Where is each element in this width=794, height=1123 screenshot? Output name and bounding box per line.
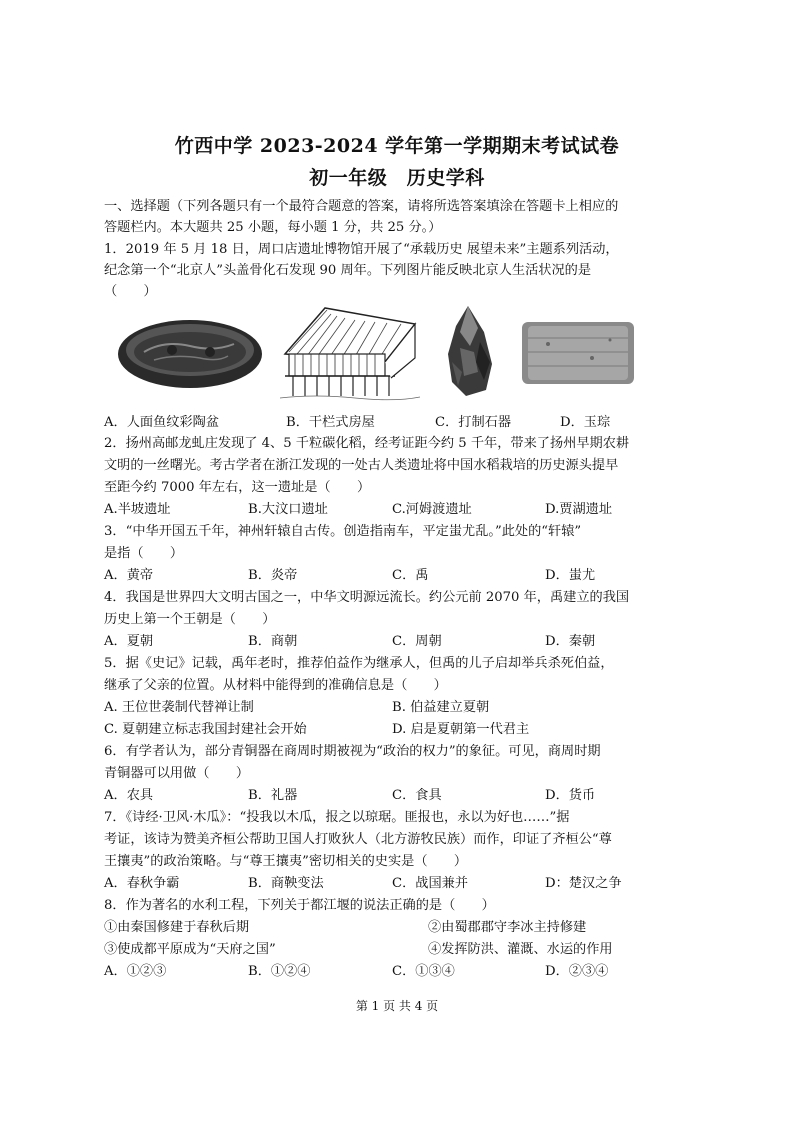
- q3-option-c[interactable]: C．禹: [392, 568, 429, 583]
- q2-option-c[interactable]: C.河姆渡遗址: [392, 502, 472, 517]
- instructions-line-2: 答题栏内。本大题共 25 小题，每小题 1 分，共 25 分。）: [104, 220, 442, 235]
- q4-option-c[interactable]: C．周朝: [392, 634, 442, 649]
- q8-option-d[interactable]: D．②③④: [545, 964, 609, 979]
- q1-stem-3: （ ）: [104, 284, 157, 299]
- q5-option-c[interactable]: C. 夏朝建立标志我国封建社会开始: [104, 722, 307, 737]
- page-number: 第 1 页 共 4 页: [355, 999, 439, 1013]
- q4-stem-1: 4．我国是世界四大文明古国之一，中华文明源远流长。约公元前 2070 年，禹建立的我国: [104, 590, 630, 605]
- q4-option-a[interactable]: A．夏朝: [104, 634, 154, 649]
- q8-statement-3: ③使成都平原成为“天府之国”: [104, 942, 276, 957]
- stone-tool-image: [440, 302, 500, 400]
- q3-option-d[interactable]: D．蚩尤: [545, 568, 596, 583]
- q8-statement-4: ④发挥防洪、灌溉、水运的作用: [428, 942, 613, 957]
- q6-stem-1: 6．有学者认为，部分青铜器在商周时期被视为“政治的权力”的象征。可见，商周时期: [104, 744, 601, 759]
- q3-stem-1: 3．“中华开国五千年，神州轩辕自古传。创造指南车，平定蚩尤乱。”此处的“轩辕”: [104, 524, 582, 539]
- q4-stem-2: 历史上第一个王朝是（ ）: [104, 612, 276, 627]
- q2-stem-3: 至距今约 7000 年左右，这一遗址是（ ）: [104, 480, 371, 495]
- q2-option-b[interactable]: B.大汶口遗址: [248, 502, 328, 517]
- q8-option-c[interactable]: C．①③④: [392, 964, 455, 979]
- q5-stem-2: 继承了父亲的位置。从材料中能得到的准确信息是（ ）: [104, 678, 447, 693]
- jade-cong-image: [518, 318, 638, 388]
- q5-stem-1: 5．据《史记》记载，禹年老时，推荐伯益作为继承人，但禹的儿子启却举兵杀死伯益，: [104, 656, 614, 671]
- q6-option-d[interactable]: D．货币: [545, 788, 596, 803]
- q4-option-d[interactable]: D．秦朝: [545, 634, 596, 649]
- q7-option-a[interactable]: A．春秋争霸: [104, 876, 180, 891]
- q1-option-d[interactable]: D．玉琮: [560, 415, 611, 430]
- q2-option-d[interactable]: D.贾湖遗址: [545, 502, 613, 517]
- q7-option-d[interactable]: D：楚汉之争: [545, 876, 622, 891]
- q1-stem-1: 1．2019 年 5 月 18 日，周口店遗址博物馆开展了“承载历史 展望未来”主题系列活动，: [104, 242, 619, 257]
- q7-option-b[interactable]: B．商鞅变法: [248, 876, 324, 891]
- q7-option-c[interactable]: C．战国兼并: [392, 876, 469, 891]
- pottery-basin-image: [114, 316, 266, 394]
- q6-option-b[interactable]: B．礼器: [248, 788, 298, 803]
- q1-stem-2: 纪念第一个“北京人”头盖骨化石发现 90 周年。下列图片能反映北京人生活状况的是: [104, 263, 592, 278]
- q8-option-a[interactable]: A．①②③: [104, 964, 167, 979]
- q1-option-a[interactable]: A．人面鱼纹彩陶盆: [104, 415, 220, 430]
- q4-option-b[interactable]: B．商朝: [248, 634, 298, 649]
- stilt-house-image: [275, 302, 425, 402]
- q5-option-b[interactable]: B. 伯益建立夏朝: [392, 700, 490, 715]
- q1-option-b[interactable]: B．干栏式房屋: [286, 415, 375, 430]
- instructions-line-1: 一、选择题（下列各题只有一个最符合题意的答案，请将所选答案填涂在答题卡上相应的: [104, 199, 619, 214]
- q6-option-c[interactable]: C．食具: [392, 788, 442, 803]
- exam-title: 竹西中学 2023-2024 学年第一学期期末考试试卷: [174, 135, 620, 157]
- q5-option-a[interactable]: A. 王位世袭制代替禅让制: [104, 700, 254, 715]
- q7-stem-3: 王攘夷”的政治策略。与“尊王攘夷”密切相关的史实是（ ）: [104, 854, 468, 869]
- q1-option-c[interactable]: C．打制石器: [435, 415, 512, 430]
- q2-stem-1: 2．扬州高邮龙虬庄发现了 4、5 千粒碳化稻，经考证距今约 5 千年，带来了扬州早期农耕: [104, 436, 630, 451]
- q7-stem-2: 考证，该诗为赞美齐桓公帮助卫国人打败狄人（北方游牧民族）而作，印证了齐桓公“尊: [104, 832, 612, 847]
- q3-option-a[interactable]: A．黄帝: [104, 568, 154, 583]
- q7-stem-1: 7．《诗经·卫风·木瓜》：“投我以木瓜，报之以琼琚。匪报也，永以为好也……”据: [104, 810, 570, 825]
- q6-option-a[interactable]: A．农具: [104, 788, 154, 803]
- exam-subtitle: 初一年级 历史学科: [309, 167, 485, 189]
- q6-stem-2: 青铜器可以用做（ ）: [104, 766, 250, 781]
- q8-statement-2: ②由蜀郡郡守李冰主持修建: [428, 920, 587, 935]
- q5-option-d[interactable]: D. 启是夏朝第一代君主: [392, 722, 530, 737]
- q8-statement-1: ①由秦国修建于春秋后期: [104, 920, 250, 935]
- q8-stem-1: 8．作为著名的水利工程，下列关于都江堰的说法正确的是（ ）: [104, 898, 495, 913]
- q3-stem-2: 是指（ ）: [104, 546, 184, 561]
- q8-option-b[interactable]: B．①②④: [248, 964, 311, 979]
- q1-figures: [100, 302, 660, 402]
- q3-option-b[interactable]: B．炎帝: [248, 568, 298, 583]
- q2-stem-2: 文明的一丝曙光。考古学者在浙江发现的一处古人类遗址将中国水稻栽培的历史源头提早: [104, 458, 619, 473]
- q2-option-a[interactable]: A.半坡遗址: [104, 502, 171, 517]
